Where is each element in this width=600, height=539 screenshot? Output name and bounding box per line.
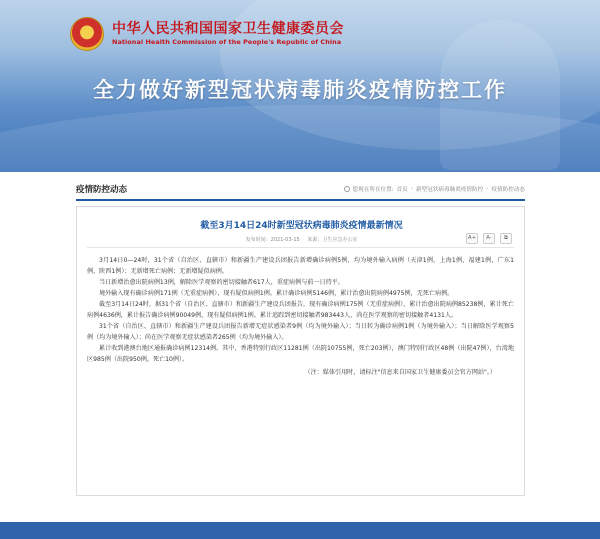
article-source: 来源：卫生应急办公室 <box>307 237 358 243</box>
share-icon[interactable]: ⧉ <box>500 233 512 244</box>
org-name-en: National Health Commission of the People's Republic of China <box>112 38 342 46</box>
section-bar <box>76 181 525 201</box>
divider <box>87 247 514 248</box>
font-increase-button[interactable]: A+ <box>466 233 478 244</box>
footer-band <box>0 522 600 539</box>
breadcrumb-separator: › <box>486 186 489 192</box>
breadcrumb-prefix: 您现在所在位置: <box>352 187 394 193</box>
breadcrumb <box>344 185 525 193</box>
citation-note: （注：媒体引用时，请标注"信息来自国家卫生健康委员会官方网站"。） <box>304 369 496 376</box>
font-decrease-button[interactable]: A- <box>483 233 495 244</box>
article-body <box>87 255 514 378</box>
location-icon <box>344 186 350 192</box>
breadcrumb-link-home[interactable]: 首页 <box>396 187 408 193</box>
article-paragraph: 境外输入现有确诊病例171例（无重症病例），现有疑似病例1例。累计确诊病例5146例，累计治愈出院病例4975例，无死亡病例。 <box>99 290 454 297</box>
article-paragraph: 3月14日0—24时，31个省（自治区、直辖市）和新疆生产建设兵团报告新增确诊病例5例，均为境外输入病例（天津1例，上海1例，福建1例，广东1例，陕西1例）；无新增死亡病例；无新增疑似病例。 <box>87 257 514 275</box>
org-name-cn: 中华人民共和国国家卫生健康委员会 <box>112 21 344 37</box>
article-title: 截至3月14日24时新型冠状病毒肺炎疫情最新情况 <box>200 221 403 231</box>
breadcrumb-separator: › <box>410 186 414 192</box>
section-title: 疫情防控动态 <box>76 185 128 195</box>
article-tools <box>466 233 512 244</box>
breadcrumb-link-covid[interactable]: 新型冠状病毒肺炎疫情防控 <box>416 187 484 193</box>
article-card <box>76 206 525 496</box>
article-paragraph: 31个省（自治区、直辖市）和新疆生产建设兵团报告新增无症状感染者9例（均为境外输入）；当日转为确诊病例1例（为境外输入）；当日解除医学观察5例（均为境外输入）；尚在医学观察无症状感染者265例（均为境外输入）。 <box>87 323 514 341</box>
site-logo[interactable] <box>70 14 344 54</box>
header-decoration <box>0 105 600 172</box>
breadcrumb-current[interactable]: 疫情防控动态 <box>491 187 525 193</box>
article-meta <box>77 236 526 243</box>
site-header <box>0 0 600 172</box>
publish-date: 发布时间：2021-03-15 <box>245 237 300 243</box>
national-emblem-icon <box>70 17 104 51</box>
article-paragraph: 当日新增治愈出院病例13例，解除医学观察的密切接触者617人，重症病例与前一日持平。 <box>99 279 344 286</box>
article-paragraph: 截至3月14日24时，据31个省（自治区、直辖市）和新疆生产建设兵团报告，现有确诊病例175例（无重症病例），累计治愈出院病例85238例，累计死亡病例4636例，累计报告确诊病例90049例，现有疑似病例1例。累计追踪到密切接触者983443人，尚在医学观察的密切接触者4131人。 <box>87 301 514 319</box>
article-paragraph: 累计收到港澳台地区通报确诊病例12314例。其中，香港特别行政区11281例（出院10755例，死亡203例），澳门特别行政区48例（出院47例），台湾地区985例（出院950例，死亡10例）。 <box>87 345 514 363</box>
banner-slogan: 全力做好新型冠状病毒肺炎疫情防控工作 <box>93 78 507 102</box>
